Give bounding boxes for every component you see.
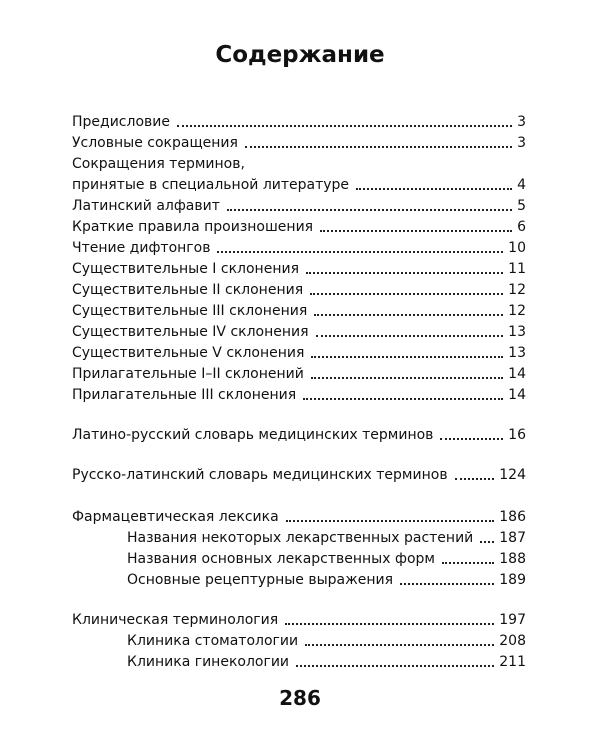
toc-entry-page: 186 <box>499 509 526 525</box>
toc-entry-label: Существительные I склонения <box>72 261 299 277</box>
toc-entry-label: Предисловие <box>72 114 170 130</box>
toc-entry-diphthongs <box>72 238 526 258</box>
toc-leader-dots <box>303 398 503 400</box>
page-number: 286 <box>279 686 321 710</box>
toc-entry-page: 4 <box>517 177 526 193</box>
toc-entry-page: 197 <box>499 612 526 628</box>
toc-leader-dots <box>296 665 494 667</box>
toc-entry-label: Русско-латинский словарь медицинских терминов <box>72 467 448 483</box>
toc-entry-page: 14 <box>508 387 526 403</box>
toc-entry-page: 6 <box>517 219 526 235</box>
toc-entry-label: Латинский алфавит <box>72 198 220 214</box>
toc-leader-dots <box>217 251 503 253</box>
toc-leader-dots <box>306 272 503 274</box>
toc-entry-label: Латино-русский словарь медицинских терминов <box>72 427 434 443</box>
toc-leader-dots <box>480 541 494 543</box>
toc-entry-label: Существительные IV склонения <box>72 324 309 340</box>
toc-entry-label: Клиническая терминология <box>72 612 279 628</box>
toc-entry-nouns-5 <box>72 343 526 363</box>
toc-entry-page: 13 <box>508 324 526 340</box>
toc-entry-page: 3 <box>517 114 526 130</box>
toc-leader-dots <box>316 335 504 337</box>
toc-leader-dots <box>356 188 512 190</box>
toc-entry-nouns-2 <box>72 280 526 300</box>
page-title: Содержание <box>215 42 385 68</box>
toc-entry-label: Клиника стоматологии <box>127 633 299 649</box>
toc-entry-pharmaceutical <box>72 507 526 527</box>
toc-subentry-dentistry <box>127 631 526 651</box>
toc-entry-label: Основные рецептурные выражения <box>127 572 394 588</box>
toc-leader-dots <box>442 562 494 564</box>
toc-subentry-gynecology <box>127 652 526 672</box>
toc-leader-dots <box>245 146 512 148</box>
toc-entry-page: 13 <box>508 345 526 361</box>
toc-entry-page: 11 <box>508 261 526 277</box>
toc-entry-label: Прилагательные I–II склонений <box>72 366 304 382</box>
toc-leader-dots <box>311 356 503 358</box>
toc-leader-dots <box>285 623 494 625</box>
toc-entry-page: 5 <box>517 198 526 214</box>
toc-entry-page: 124 <box>499 467 526 483</box>
toc-entry-page: 189 <box>499 572 526 588</box>
toc-subentry-plants <box>127 528 526 548</box>
toc-entry-page: 12 <box>508 303 526 319</box>
toc-entry-latin-alphabet <box>72 196 526 216</box>
toc-entry-label: Существительные III склонения <box>72 303 308 319</box>
toc-entry-adjectives-3 <box>72 385 526 405</box>
toc-entry-label: Существительные II склонения <box>72 282 304 298</box>
toc-entry-label: Существительные V склонения <box>72 345 305 361</box>
toc-entry-page: 10 <box>508 240 526 256</box>
toc-leader-dots <box>310 293 503 295</box>
toc-entry-page: 211 <box>499 654 526 670</box>
toc-entry-term-abbreviations <box>72 175 526 195</box>
toc-entry-page: 16 <box>508 427 526 443</box>
toc-entry-abbreviations <box>72 133 526 153</box>
toc-subentry-drug-forms <box>127 549 526 569</box>
toc-entry-preface <box>72 112 526 132</box>
toc-entry-russian-latin-dictionary <box>72 465 526 485</box>
toc-entry-page: 187 <box>499 530 526 546</box>
toc-leader-dots <box>440 438 503 440</box>
toc-entry-adjectives-1-2 <box>72 364 526 384</box>
toc-leader-dots <box>305 644 494 646</box>
toc-leader-dots <box>311 377 503 379</box>
toc-entry-label: Фармацевтическая лексика <box>72 509 279 525</box>
toc-leader-dots <box>177 125 512 127</box>
toc-entry-label: Краткие правила произношения <box>72 219 314 235</box>
toc-subentry-prescription-expressions <box>127 570 526 590</box>
toc-entry-page: 208 <box>499 633 526 649</box>
toc-entry-label: Названия некоторых лекарственных растений <box>127 530 474 546</box>
toc-leader-dots <box>286 520 495 522</box>
toc-entry-page: 3 <box>517 135 526 151</box>
toc-entry-pronunciation <box>72 217 526 237</box>
toc-leader-dots <box>400 583 494 585</box>
toc-entry-label-line1: Сокращения терминов, <box>72 156 245 172</box>
toc-entry-page: 12 <box>508 282 526 298</box>
toc-entry-nouns-1 <box>72 259 526 279</box>
toc-leader-dots <box>227 209 512 211</box>
toc-entry-label: Названия основных лекарственных форм <box>127 551 435 567</box>
toc-entry-label: Прилагательные III склонения <box>72 387 297 403</box>
toc-entry-nouns-4 <box>72 322 526 342</box>
toc-leader-dots <box>320 230 512 232</box>
toc-entry-clinical <box>72 610 526 630</box>
toc-entry-label: Клиника гинекологии <box>127 654 290 670</box>
toc-entry-label: Чтение дифтонгов <box>72 240 211 256</box>
toc-entry-page: 188 <box>499 551 526 567</box>
toc-entry-label: принятые в специальной литературе <box>72 177 350 193</box>
toc-leader-dots <box>314 314 503 316</box>
toc-entry-nouns-3 <box>72 301 526 321</box>
toc-leader-dots <box>455 478 495 480</box>
toc-entry-page: 14 <box>508 366 526 382</box>
toc-entry-label: Условные сокращения <box>72 135 238 151</box>
toc-entry-latin-russian-dictionary <box>72 425 526 445</box>
